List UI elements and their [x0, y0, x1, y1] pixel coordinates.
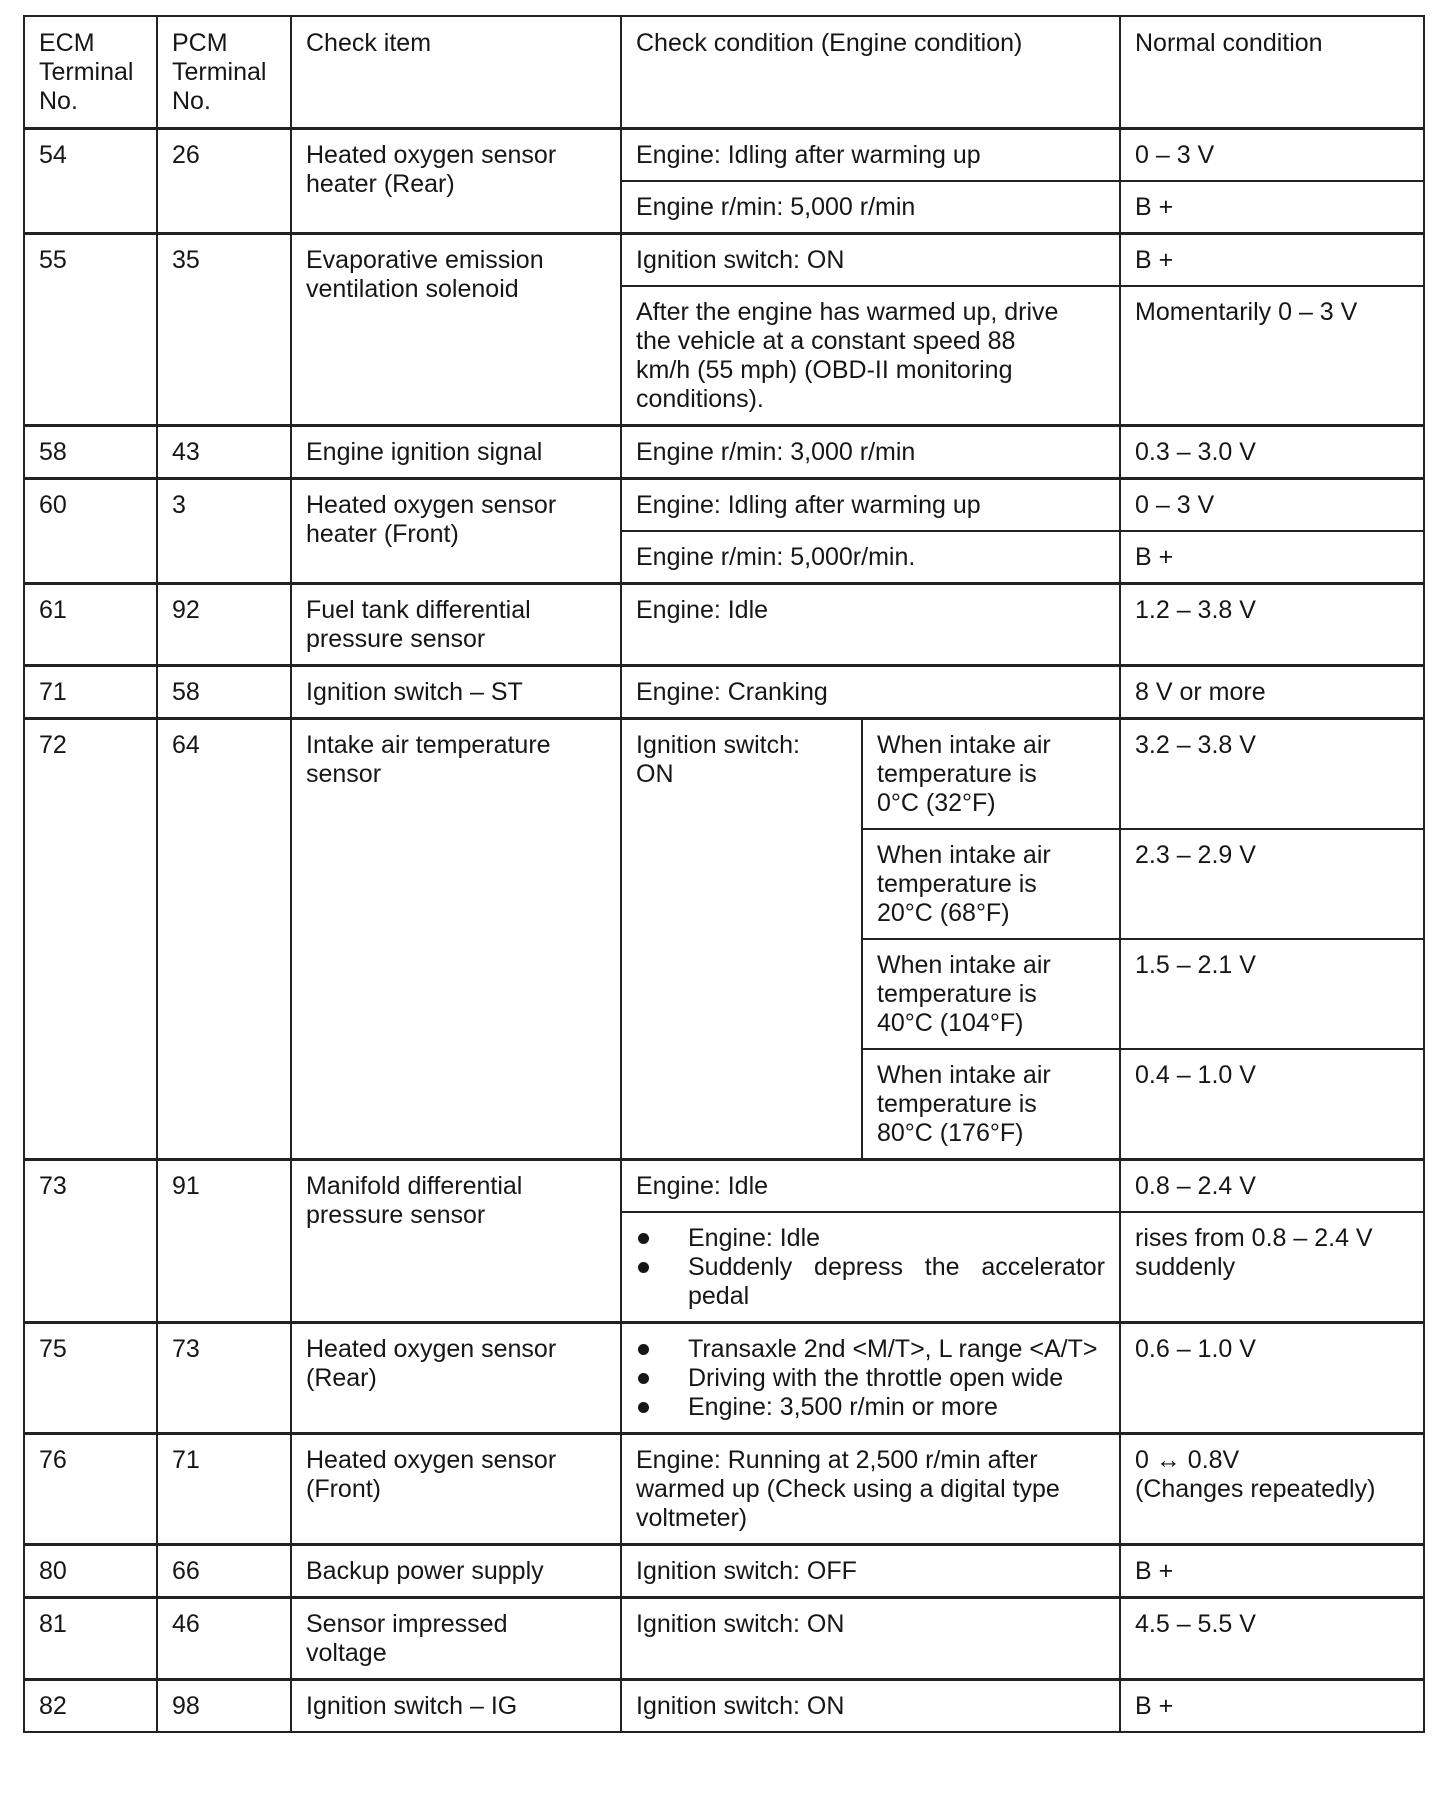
normal-condition-cell-text: 0 ↔ 0.8V (Changes repeatedly): [1135, 1446, 1376, 1503]
normal-condition-cell: [1120, 1212, 1424, 1323]
terminal-check-sheet: [23, 15, 1423, 1733]
ecm-terminal-cell: [24, 1160, 157, 1323]
normal-condition-cell: [1120, 531, 1424, 584]
check-item-cell-text: Ignition switch – IG: [306, 1692, 518, 1720]
pcm-terminal-cell-text: 64: [172, 731, 200, 759]
bullet-item: Driving with the throttle open wide: [636, 1364, 1105, 1393]
ecm-terminal-cell: [24, 1680, 157, 1733]
normal-condition-cell: [1120, 939, 1424, 1049]
normal-condition-cell-text: 1.5 – 2.1 V: [1135, 951, 1256, 979]
pcm-terminal-cell: [157, 1545, 291, 1598]
check-condition-cell: [621, 1680, 1120, 1733]
pcm-terminal-cell-text: 98: [172, 1692, 200, 1720]
normal-condition-cell: [1120, 1049, 1424, 1160]
check-condition-cell: [621, 479, 1120, 532]
table-row: [24, 1160, 1424, 1213]
normal-condition-cell: [1120, 234, 1424, 287]
normal-condition-cell-text: B +: [1135, 543, 1174, 571]
pcm-terminal-cell: [157, 426, 291, 479]
bullet-list: [636, 1224, 1105, 1311]
ecm-terminal-cell: [24, 1598, 157, 1680]
normal-condition-cell-text: B +: [1135, 193, 1174, 221]
pcm-terminal-cell-text: 46: [172, 1610, 200, 1638]
normal-condition-cell-text: 1.2 – 3.8 V: [1135, 596, 1256, 624]
ecm-terminal-cell-text: 55: [39, 246, 67, 274]
check-condition-cell-text: Engine: Idling after warming up: [636, 491, 981, 519]
check-item-cell-text: Ignition switch – ST: [306, 678, 523, 706]
ecm-terminal-cell-text: 58: [39, 438, 67, 466]
sub-condition-cell-text: When intake air temperature is 20°C (68°F): [877, 841, 1051, 927]
normal-condition-cell: [1120, 1598, 1424, 1680]
sub-condition-cell-text: When intake air temperature is 80°C (176°F): [877, 1061, 1051, 1147]
bullet-list: [636, 1335, 1105, 1422]
header-row: [24, 16, 1424, 129]
check-condition-cell-text: Ignition switch: ON: [636, 1692, 845, 1720]
pcm-terminal-cell: [157, 1680, 291, 1733]
pcm-terminal-cell: [157, 584, 291, 666]
ecm-terminal-cell-text: 72: [39, 731, 67, 759]
normal-condition-cell: [1120, 479, 1424, 532]
ecm-terminal-cell: [24, 1323, 157, 1434]
check-item-cell-text: Heated oxygen sensor (Rear): [306, 1335, 557, 1392]
header-pcm-label: PCM Terminal No.: [172, 29, 267, 115]
normal-condition-cell-text: B +: [1135, 1692, 1174, 1720]
ecm-terminal-cell: [24, 234, 157, 426]
check-item-cell: [291, 666, 621, 719]
pcm-terminal-cell: [157, 1434, 291, 1545]
ecm-terminal-cell-text: 60: [39, 491, 67, 519]
check-condition-cell-text: Engine: Idle: [636, 1172, 769, 1200]
terminal-check-table: [23, 15, 1425, 1733]
table-row: [24, 479, 1424, 532]
ecm-terminal-cell-text: 80: [39, 1557, 67, 1585]
check-condition-cell: [621, 129, 1120, 182]
pcm-terminal-cell: [157, 666, 291, 719]
normal-condition-cell-text: 0.8 – 2.4 V: [1135, 1172, 1256, 1200]
pcm-terminal-cell: [157, 234, 291, 426]
pcm-terminal-cell-text: 66: [172, 1557, 200, 1585]
normal-condition-cell: [1120, 584, 1424, 666]
pcm-terminal-cell-text: 73: [172, 1335, 200, 1363]
normal-condition-cell: [1120, 1323, 1424, 1434]
check-condition-cell: [621, 1160, 1120, 1213]
ecm-terminal-cell-text: 54: [39, 141, 67, 169]
pcm-terminal-cell: [157, 1323, 291, 1434]
check-condition-cell: [621, 531, 1120, 584]
ecm-terminal-cell: [24, 1434, 157, 1545]
pcm-terminal-cell-text: 71: [172, 1446, 200, 1474]
check-item-cell-text: Evaporative emission ventilation solenoid: [306, 246, 544, 303]
ecm-terminal-cell: [24, 129, 157, 234]
bullet-item: Transaxle 2nd <M/T>, L range <A/T>: [636, 1335, 1105, 1364]
normal-condition-cell-text: 2.3 – 2.9 V: [1135, 841, 1256, 869]
table-row: [24, 1680, 1424, 1733]
check-item-cell: [291, 1545, 621, 1598]
check-condition-cell-text: After the engine has warmed up, drive the vehicle at a constant speed 88 km/h (55 mph) (OBD-II monitoring conditions).: [636, 298, 1059, 413]
sub-condition-cell: [862, 1049, 1120, 1160]
table-row: [24, 584, 1424, 666]
normal-condition-cell: [1120, 1545, 1424, 1598]
normal-condition-cell: [1120, 1434, 1424, 1545]
check-item-cell-text: Manifold differential pressure sensor: [306, 1172, 523, 1229]
check-condition-cell: [621, 719, 862, 1160]
normal-condition-cell-text: B +: [1135, 1557, 1174, 1585]
normal-condition-cell-text: rises from 0.8 – 2.4 V suddenly: [1135, 1224, 1373, 1281]
ecm-terminal-cell-text: 75: [39, 1335, 67, 1363]
table-row: [24, 1434, 1424, 1545]
normal-condition-cell-text: 3.2 – 3.8 V: [1135, 731, 1256, 759]
normal-condition-cell-text: 0.3 – 3.0 V: [1135, 438, 1256, 466]
normal-condition-cell: [1120, 129, 1424, 182]
check-condition-cell-text: Ignition switch: ON: [636, 1610, 845, 1638]
ecm-terminal-cell-text: 76: [39, 1446, 67, 1474]
normal-condition-cell: [1120, 181, 1424, 234]
sub-condition-cell-text: When intake air temperature is 40°C (104°F): [877, 951, 1051, 1037]
bullet-item: Engine: Idle: [636, 1224, 1105, 1253]
normal-condition-cell-text: 0.6 – 1.0 V: [1135, 1335, 1256, 1363]
check-item-cell: [291, 1323, 621, 1434]
check-item-cell: [291, 1598, 621, 1680]
pcm-terminal-cell: [157, 1598, 291, 1680]
check-item-cell: [291, 584, 621, 666]
check-condition-cell-text: Engine: Cranking: [636, 678, 828, 706]
ecm-terminal-cell-text: 61: [39, 596, 67, 624]
table-row: [24, 426, 1424, 479]
table-row: [24, 1323, 1424, 1434]
table-row: [24, 666, 1424, 719]
check-condition-cell-text: Engine: Idle: [636, 596, 769, 624]
table-row: [24, 1598, 1424, 1680]
ecm-terminal-cell-text: 81: [39, 1610, 67, 1638]
sub-condition-cell: [862, 719, 1120, 830]
ecm-terminal-cell-text: 82: [39, 1692, 67, 1720]
header-pcm-terminal: [157, 16, 291, 129]
pcm-terminal-cell: [157, 129, 291, 234]
table-body: [24, 16, 1424, 1732]
table-row: [24, 1545, 1424, 1598]
pcm-terminal-cell: [157, 1160, 291, 1323]
pcm-terminal-cell: [157, 479, 291, 584]
check-condition-cell-text: Ignition switch: ON: [636, 246, 845, 274]
check-item-cell-text: Sensor impressed voltage: [306, 1610, 508, 1667]
check-condition-cell: [621, 666, 1120, 719]
normal-condition-cell-text: 0.4 – 1.0 V: [1135, 1061, 1256, 1089]
normal-condition-cell-text: Momentarily 0 – 3 V: [1135, 298, 1358, 326]
bullet-item: Suddenly depress the accelerator pedal: [636, 1253, 1105, 1311]
check-item-cell-text: Engine ignition signal: [306, 438, 543, 466]
normal-condition-cell-text: 0 – 3 V: [1135, 491, 1215, 519]
check-condition-cell: [621, 1434, 1120, 1545]
ecm-terminal-cell-text: 73: [39, 1172, 67, 1200]
check-condition-cell-text: Engine r/min: 3,000 r/min: [636, 438, 916, 466]
normal-condition-cell-text: 4.5 – 5.5 V: [1135, 1610, 1256, 1638]
header-normal-condition: [1120, 16, 1424, 129]
check-item-cell: [291, 1680, 621, 1733]
check-item-cell: [291, 426, 621, 479]
check-condition-cell: [621, 426, 1120, 479]
normal-condition-cell: [1120, 829, 1424, 939]
check-condition-cell-text: Ignition switch: OFF: [636, 1557, 857, 1585]
check-item-cell: [291, 1160, 621, 1323]
pcm-terminal-cell-text: 3: [172, 491, 186, 519]
table-row: [24, 234, 1424, 287]
normal-condition-cell-text: 0 – 3 V: [1135, 141, 1215, 169]
check-condition-cell-text: Engine: Running at 2,500 r/min after warmed up (Check using a digital type voltmeter): [636, 1446, 1060, 1532]
header-check-condition: [621, 16, 1120, 129]
normal-condition-cell: [1120, 426, 1424, 479]
check-item-cell-text: Backup power supply: [306, 1557, 544, 1585]
check-item-cell-text: Intake air temperature sensor: [306, 731, 551, 788]
pcm-terminal-cell-text: 58: [172, 678, 200, 706]
sub-condition-cell: [862, 829, 1120, 939]
sub-condition-cell-text: When intake air temperature is 0°C (32°F): [877, 731, 1051, 817]
check-condition-cell-text: Engine r/min: 5,000 r/min: [636, 193, 916, 221]
pcm-terminal-cell-text: 92: [172, 596, 200, 624]
check-condition-cell: [621, 1212, 1120, 1323]
ecm-terminal-cell: [24, 479, 157, 584]
pcm-terminal-cell-text: 43: [172, 438, 200, 466]
normal-condition-cell-text: B +: [1135, 246, 1174, 274]
check-condition-cell: [621, 1323, 1120, 1434]
header-condition-label: Check condition (Engine condition): [636, 29, 1023, 57]
normal-condition-cell: [1120, 666, 1424, 719]
check-item-cell: [291, 234, 621, 426]
check-item-cell: [291, 719, 621, 1160]
ecm-terminal-cell: [24, 719, 157, 1160]
check-item-cell: [291, 479, 621, 584]
ecm-terminal-cell-text: 71: [39, 678, 67, 706]
check-condition-cell: [621, 1598, 1120, 1680]
check-item-cell: [291, 1434, 621, 1545]
check-condition-cell: [621, 286, 1120, 426]
header-item-label: Check item: [306, 29, 432, 57]
pcm-terminal-cell-text: 91: [172, 1172, 200, 1200]
check-item-cell-text: Fuel tank differential pressure sensor: [306, 596, 531, 653]
check-condition-cell: [621, 234, 1120, 287]
check-item-cell-text: Heated oxygen sensor heater (Rear): [306, 141, 557, 198]
check-condition-cell: [621, 1545, 1120, 1598]
check-item-cell-text: Heated oxygen sensor (Front): [306, 1446, 557, 1503]
normal-condition-cell: [1120, 719, 1424, 830]
normal-condition-cell: [1120, 1680, 1424, 1733]
pcm-terminal-cell-text: 35: [172, 246, 200, 274]
header-ecm-label: ECM Terminal No.: [39, 29, 134, 115]
check-condition-cell-text: Ignition switch: ON: [636, 731, 800, 788]
bullet-item: Engine: 3,500 r/min or more: [636, 1393, 1105, 1422]
check-item-cell: [291, 129, 621, 234]
header-check-item: [291, 16, 621, 129]
header-ecm-terminal: [24, 16, 157, 129]
sub-condition-cell: [862, 939, 1120, 1049]
table-row: [24, 129, 1424, 182]
pcm-terminal-cell-text: 26: [172, 141, 200, 169]
table-row: [24, 719, 1424, 830]
normal-condition-cell: [1120, 286, 1424, 426]
normal-condition-cell: [1120, 1160, 1424, 1213]
ecm-terminal-cell: [24, 426, 157, 479]
ecm-terminal-cell: [24, 584, 157, 666]
check-condition-cell-text: Engine r/min: 5,000r/min.: [636, 543, 916, 571]
check-item-cell-text: Heated oxygen sensor heater (Front): [306, 491, 557, 548]
header-normal-label: Normal condition: [1135, 29, 1323, 57]
ecm-terminal-cell: [24, 1545, 157, 1598]
check-condition-cell: [621, 181, 1120, 234]
normal-condition-cell-text: 8 V or more: [1135, 678, 1266, 706]
ecm-terminal-cell: [24, 666, 157, 719]
pcm-terminal-cell: [157, 719, 291, 1160]
check-condition-cell: [621, 584, 1120, 666]
check-condition-cell-text: Engine: Idling after warming up: [636, 141, 981, 169]
